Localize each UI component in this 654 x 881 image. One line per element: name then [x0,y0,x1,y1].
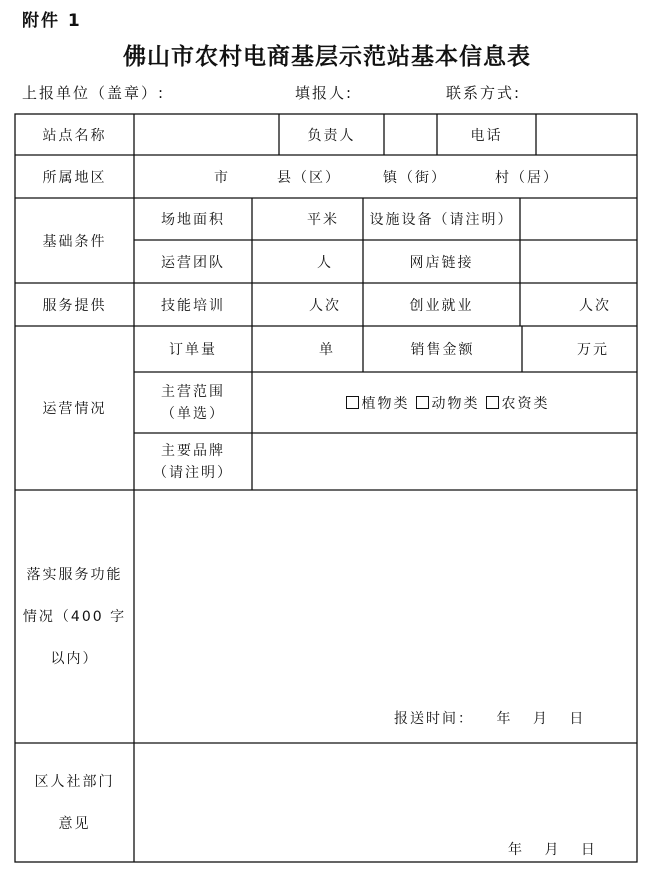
team-label: 运营团队 [161,254,225,271]
village-label: 村（居） [495,169,559,186]
district-year: 年 [508,842,524,858]
animal-checkbox[interactable] [416,396,429,409]
submit-time-label: 报送时间： [394,711,474,727]
district-line2: 意见 [58,815,91,832]
main-scope-line1: 主营范围 [161,383,225,400]
agri-checkbox[interactable] [486,396,499,409]
main-brand-label [134,433,252,490]
district-line1: 区人社部门 [34,773,115,790]
submit-day: 日 [569,711,586,727]
facility-label: 设施设备（请注明） [369,212,514,228]
animal-option-label: 动物类 [431,395,480,412]
main-brand-line1: 主要品牌 [161,442,225,459]
main-scope-line2: （单选） [161,405,225,422]
contact-label: 联系方式: [446,84,522,102]
site-area-unit: 平米 [307,212,339,228]
training-unit: 人次 [309,297,341,314]
main-scope-options [252,372,637,433]
submit-year: 年 [496,711,513,727]
station-name-field[interactable] [134,114,279,155]
filler-label: 填报人: [295,84,354,102]
order-unit: 单 [319,342,335,358]
implementation-field[interactable] [134,490,637,695]
implementation-line3: 以内） [50,650,99,667]
agri-option-label: 农资类 [501,395,550,412]
phone-field[interactable] [536,114,637,155]
phone-label: 电话 [470,127,503,144]
sales-label: 销售金额 [410,342,475,358]
district-month: 月 [544,842,561,858]
order-count-label: 订单量 [169,342,217,358]
entrepreneur-label: 创业就业 [409,297,474,314]
attachment-label: 附件 1 [22,11,82,31]
shop-link-field[interactable] [520,240,637,283]
basic-conditions-label: 基础条件 [42,233,107,250]
person-in-charge-label: 负责人 [307,127,356,144]
region-label: 所属地区 [42,169,107,186]
plant-option-label: 植物类 [361,395,410,412]
sales-unit: 万元 [577,342,609,358]
facility-field[interactable] [520,198,637,240]
implementation-line1: 落实服务功能 [26,566,123,583]
operations-label: 运营情况 [42,401,107,417]
skill-training-label: 技能培训 [161,297,225,314]
plant-checkbox[interactable] [346,396,359,409]
district-day: 日 [580,842,597,858]
person-in-charge-field[interactable] [384,114,437,155]
page-title: 佛山市农村电商基层示范站基本信息表 [123,43,531,70]
district-date [508,839,597,859]
city-label: 市 [214,169,230,186]
service-label: 服务提供 [42,297,107,314]
team-unit: 人 [317,254,333,271]
main-brand-field[interactable] [252,433,637,490]
district-opinion-field[interactable] [134,743,637,833]
county-label: 县（区） [277,169,341,186]
implementation-label [15,490,134,743]
submit-time [394,708,585,728]
district-opinion-label [15,743,134,862]
report-unit-label: 上报单位（盖章）: [22,84,166,102]
submit-month: 月 [532,711,549,727]
entrepreneur-unit: 人次 [579,297,611,314]
station-name-label: 站点名称 [42,127,107,144]
main-brand-line2: （请注明） [153,464,233,481]
town-label: 镇（街） [383,169,447,186]
implementation-line2: 情况（400 字 [22,608,127,625]
main-scope-label [134,372,252,433]
site-area-label: 场地面积 [161,212,225,228]
shop-link-label: 网店链接 [409,254,474,271]
